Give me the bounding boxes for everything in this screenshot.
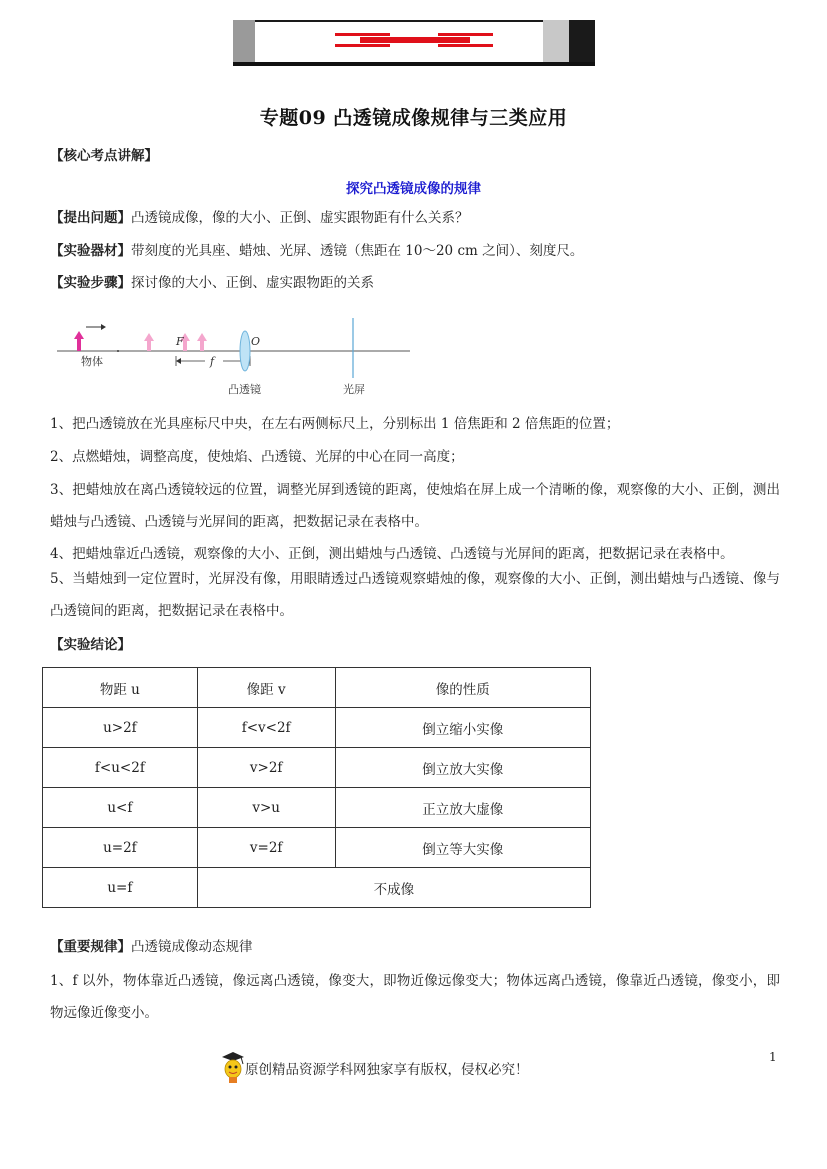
step-5: 5、当蜡烛到一定位置时，光屏没有像，用眼睛透过凸透镜观察蜡烛的像，观察像的大小、正倒，测出蜡烛与凸透镜、像与凸透镜间的距离，把数据记录在表格中。 [50,571,780,619]
question-paragraph [50,208,469,228]
cell-u: u=f [43,868,198,908]
header-object-distance: 物距 u [43,668,198,708]
footer-copyright: 原创精品资源学科网独家享有版权，侵权必究！ [245,1062,529,1078]
object-arrow [77,338,81,351]
lens-label: 凸透镜 [228,383,261,396]
rule-paragraph [50,937,253,957]
step-4: 4、把蜡烛靠近凸透镜，观察像的大小、正倒，测出蜡烛与凸透镜、凸透镜与光屏间的距离，把数据记录在表格中。 [50,546,734,562]
convex-lens [240,331,250,371]
document-title: 专题09 凸透镜成像规律与三类应用 [259,107,568,129]
table-header-row [43,668,591,708]
lens-diagram [55,318,415,400]
center-label: O [251,335,261,348]
section-heading: 【核心考点讲解】 [50,148,158,164]
steps-heading [50,273,374,293]
cell-u: u>2f [43,708,198,748]
table-row [43,788,591,828]
steps-label: 【实验步骤】 [50,275,131,291]
cell-no-image: 不成像 [197,868,590,908]
cell-property: 倒立缩小实像 [335,708,590,748]
cell-property: 倒立放大实像 [335,748,590,788]
equipment-paragraph [50,241,583,261]
page-number: 1 [769,1050,777,1064]
question-text: 凸透镜成像，像的大小、正倒、虚实跟物距有什么关系？ [131,210,469,226]
header-banner [233,20,595,66]
focal-length-label: f [210,355,215,368]
focus-label: F [176,335,184,348]
candle-image-3 [200,340,204,351]
header-image-property: 像的性质 [335,668,590,708]
cell-u: u<f [43,788,198,828]
rule-item: 1、f 以外，物体靠近凸透镜，像远离凸透镜，像变大，即物近像远像变大；物体远离凸透镜，像靠近凸透镜，像变小，即物远像近像变小。 [50,973,780,1021]
question-label: 【提出问题】 [50,210,131,226]
table-row [43,828,591,868]
cell-u: f<u<2f [43,748,198,788]
results-table [42,667,591,908]
mascot-icon [219,1050,247,1084]
table-row [43,708,591,748]
step-3: 3、把蜡烛放在离凸透镜较远的位置，调整光屏到透镜的距离，使烛焰在屏上成一个清晰的像，观察像的大小、正倒，测出蜡烛与凸透镜、凸透镜与光屏间的距离，把数据记录在表格中。 [50,482,780,530]
cell-u: u=2f [43,828,198,868]
rule-label: 【重要规律】 [50,939,131,955]
equipment-label: 【实验器材】 [50,243,131,259]
header-image-distance: 像距 v [197,668,335,708]
candle-image-1 [147,340,151,351]
cell-v: f<v<2f [197,708,335,748]
cell-v: v>2f [197,748,335,788]
rule-text: 凸透镜成像动态规律 [131,939,253,955]
step-2: 2、点燃蜡烛，调整高度，使烛焰、凸透镜、光屏的中心在同一高度； [50,449,464,465]
cell-property: 正立放大虚像 [335,788,590,828]
steps-heading-text: 探讨像的大小、正倒、虚实跟物距的关系 [131,275,374,291]
equipment-text: 带刻度的光具座、蜡烛、光屏、透镜（焦距在 10～20 cm 之间）、刻度尺。 [131,243,584,259]
object-label: 物体 [81,355,103,368]
cell-v: v=2f [197,828,335,868]
subtitle: 探究凸透镜成像的规律 [346,181,481,197]
screen-label: 光屏 [343,383,365,396]
table-row [43,868,591,908]
cell-v: v>u [197,788,335,828]
cell-property: 倒立等大实像 [335,828,590,868]
table-row [43,748,591,788]
conclusion-heading: 【实验结论】 [50,637,131,653]
step-1: 1、把凸透镜放在光具座标尺中央，在左右两侧标尺上，分别标出 1 倍焦距和 2 倍焦距的位置； [50,416,620,432]
